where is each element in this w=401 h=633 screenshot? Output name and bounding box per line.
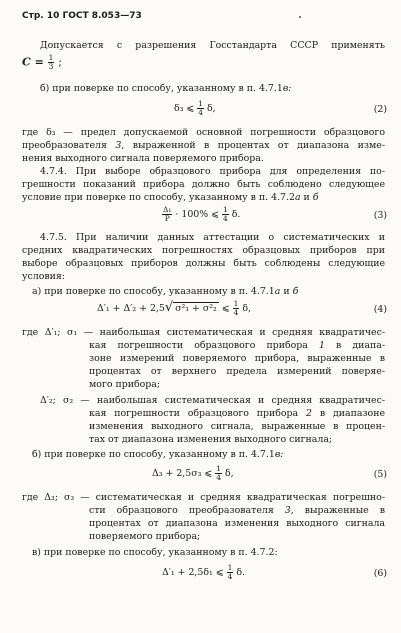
where-5-line-3: процентах от диапазона изменения выходного сигнала bbox=[89, 518, 385, 529]
p475-line-1: 4.7.5. При наличии данных аттестации о систематических и bbox=[40, 232, 385, 243]
intro-line-1: Допускается с разрешения Госстандарта СССР применять bbox=[40, 40, 385, 51]
c-symbol: C bbox=[22, 55, 31, 69]
p474-line-1: 4.7.4. При выборе образцового прибора для определения по- bbox=[40, 166, 385, 177]
where-2-line-1: где δ₃ — предел допускаемой основной погрешности образцового bbox=[22, 127, 385, 138]
p475-line-4: условия: bbox=[22, 271, 65, 282]
formula-4: Δ′₁ + Δ′₂ + 2,5√ σ²₁ + σ²₂ ⩽ $\frac{1}{4}$ δ, bbox=[97, 299, 252, 317]
where-4a-line-5: мого прибора; bbox=[89, 379, 161, 390]
formula-2: δ₃ ⩽ $\frac{1}{4}$ δ, bbox=[174, 99, 216, 117]
speck-mark bbox=[299, 16, 301, 18]
item-c-text: в) при поверке по способу, указанному в п. 4.7.2: bbox=[32, 547, 278, 558]
equation-number-3: (3) bbox=[373, 210, 387, 221]
semicolon: ; bbox=[58, 55, 63, 69]
where-4b-line-1: Δ′₂; σ₂ — наибольшая систематическая и средняя квадратичес- bbox=[40, 395, 385, 406]
p475-line-3: выборе образцовых приборов должны быть соблюдены следующие bbox=[22, 258, 385, 269]
where-4b-line-4: тах от диапазона изменения выходного сигнала; bbox=[89, 434, 333, 445]
p475-line-2: средних квадратических погрешностях образцовых приборов при bbox=[22, 245, 385, 256]
eq-sign: = bbox=[34, 55, 44, 69]
item-b1-text: б) при поверке по способу, указанному в п. 4.7.1в: bbox=[40, 83, 292, 94]
equation-number-5: (5) bbox=[373, 469, 387, 480]
where-4b-line-3: изменения выходного сигнала, выраженные в процен- bbox=[89, 421, 385, 432]
where-4a-line-2: кая погрешности образцового прибора 1 в диапа- bbox=[89, 340, 385, 351]
item-b2-text: б) при поверке по способу, указанному в п. 4.7.1в: bbox=[32, 449, 284, 460]
where-5-line-1: где Δ₃; σ₃ — систематическая и средняя квадратическая погрешно- bbox=[22, 492, 385, 503]
where-4a-line-1: где Δ′₁; σ₁ — наибольшая систематическая и средняя квадратичес- bbox=[22, 327, 385, 338]
fraction-one-third: $\frac{1}{3}$ bbox=[48, 53, 54, 71]
formula-6: Δ′₁ + 2,5δ₁ ⩽ $\frac{1}{4}$ δ. bbox=[162, 563, 245, 581]
where-4b-line-2: кая погрешности образцового прибора 2 в диапазоне bbox=[89, 408, 386, 419]
equation-number-4: (4) bbox=[373, 304, 387, 315]
where-4a-line-4: процентах от верхнего предела измерений поверяе- bbox=[89, 366, 385, 377]
intro-formula bbox=[22, 54, 62, 71]
p474-line-2: грешности показаний прибора должно быть соблюдено следующее bbox=[22, 179, 385, 190]
where-2-line-2: преобразователя 3, выраженной в процентах от диапазона изме- bbox=[22, 140, 385, 151]
formula-5: Δ₃ + 2,5σ₃ ⩽ $\frac{1}{4}$ δ, bbox=[152, 464, 234, 482]
p474-line-3: условие при поверке по способу, указанному в п. 4.7.2а и б bbox=[22, 192, 319, 203]
equation-number-2: (2) bbox=[373, 104, 387, 115]
where-5-line-2: сти образцового преобразователя 3, выраженные в bbox=[89, 505, 385, 516]
where-4a-line-3: зоне измерений поверяемого прибора, выраженные в bbox=[89, 353, 385, 364]
formula-3: $\frac{\text{Δ₁}}{P}$ · 100% ⩽ $\frac{1}{4}$ δ. bbox=[163, 205, 241, 223]
item-a-text: а) при поверке по способу, указанному в п. 4.7.1а и б bbox=[32, 286, 299, 297]
where-2-line-3: нения выходного сигнала поверяемого прибора. bbox=[22, 153, 264, 164]
page-header: Стр. 10 ГОСТ 8.053—73 bbox=[22, 11, 142, 21]
equation-number-6: (6) bbox=[373, 568, 387, 579]
where-5-line-4: поверяемого прибора; bbox=[89, 531, 201, 542]
